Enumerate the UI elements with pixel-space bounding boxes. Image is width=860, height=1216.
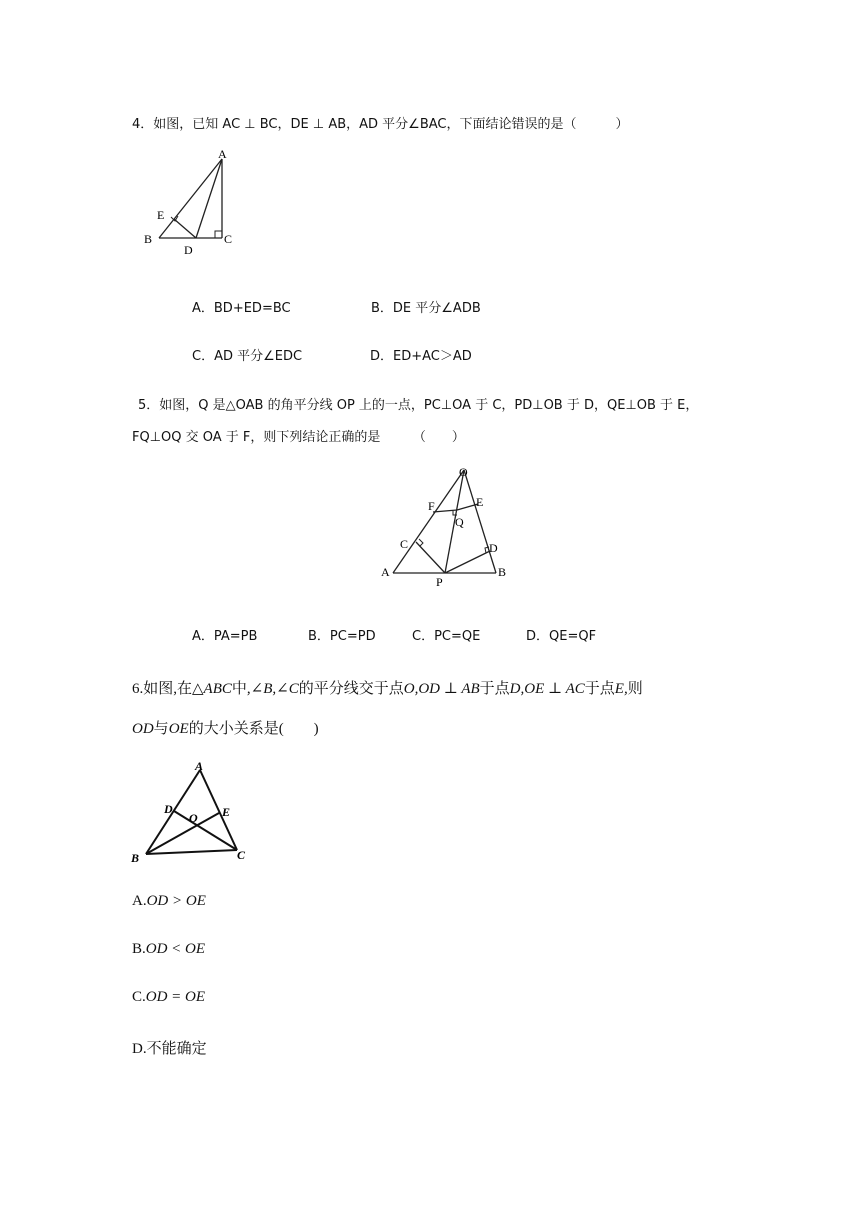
q4-option-b: B．DE 平分∠ADB — [371, 301, 481, 316]
q4-option-d: D．ED+AC＞AD — [370, 349, 472, 364]
q6-option-c — [132, 989, 205, 1006]
q4-stem: 4．如图，已知 AC ⊥ BC，DE ⊥ AB，AD 平分∠BAC，下面结论错误的是（ ） — [132, 117, 629, 132]
q6-stem-line1 — [132, 677, 643, 698]
q5-label-c: C — [400, 537, 409, 551]
q6-stem-math: △ABC — [192, 681, 232, 697]
q4-label-b: B — [144, 232, 153, 246]
q4-figure — [140, 145, 240, 260]
option-prefix: C. — [132, 989, 146, 1005]
q6-stem-text: 的平分线交于点 — [298, 681, 404, 697]
option-prefix: A. — [132, 893, 147, 909]
option-prefix: D. — [132, 1041, 147, 1057]
q6-label-d: D — [164, 802, 173, 816]
q6-figure — [128, 758, 253, 868]
q6-stem-math: O,OD ⊥ AB — [403, 681, 480, 697]
q5-option-c: C．PC=QE — [412, 629, 481, 644]
option-math: OD > OE — [146, 893, 206, 909]
q5-stem-line1: 5．如图，Q 是△OAB 的角平分线 OP 上的一点，PC⊥OA 于 C，PD⊥OB 于 D，QE⊥OB 于 E， — [138, 398, 699, 413]
q5-label-f: F — [428, 499, 435, 513]
q6-stem-text: 的大小关系是( ) — [188, 721, 319, 737]
q6-option-b — [132, 941, 205, 958]
q5-option-b: B．PC=PD — [308, 629, 376, 644]
q6-stem-text: 于点 — [584, 681, 615, 697]
q6-option-d — [132, 1037, 207, 1058]
q5-label-p: P — [436, 575, 443, 589]
q6-stem-text: 于点 — [479, 681, 510, 697]
q5-label-d: D — [489, 541, 498, 555]
q6-stem-text: 与 — [153, 721, 169, 737]
q6-stem-math: OD — [132, 721, 154, 737]
q5-label-b: B — [498, 565, 507, 579]
q4-option-c: C．AD 平分∠EDC — [192, 349, 303, 364]
q6-label-c: C — [237, 848, 246, 862]
q4-label-c: C — [224, 232, 233, 246]
option-text: 不能确定 — [146, 1041, 207, 1057]
q6-stem-math: E, — [614, 681, 628, 697]
q6-stem-math: ∠B,∠C — [250, 681, 299, 697]
q6-label-e: E — [222, 805, 231, 819]
option-math: OD < OE — [145, 941, 206, 957]
q6-label-a: A — [195, 759, 204, 773]
q6-stem-math: D,OE ⊥ AC — [509, 681, 585, 697]
q5-option-d: D．QE=QF — [526, 629, 597, 644]
q4-option-a: A．BD+ED=BC — [192, 301, 291, 316]
q5-stem-line2: FQ⊥OQ 交 OA 于 F，则下列结论正确的是 （ ） — [132, 430, 465, 445]
q6-stem-line2 — [132, 717, 319, 738]
q6-stem-text: 则 — [627, 681, 643, 697]
q5-label-q: Q — [455, 515, 464, 529]
q4-label-e: E — [157, 208, 165, 222]
q6-stem-math: OE — [168, 721, 189, 737]
option-math: OD = OE — [145, 989, 206, 1005]
q6-label-b: B — [131, 851, 140, 865]
option-prefix: B. — [132, 941, 146, 957]
q6-option-a — [132, 893, 206, 910]
q4-label-d: D — [184, 243, 193, 257]
q5-label-o: O — [459, 465, 468, 479]
q6-label-o: O — [189, 811, 198, 825]
q6-stem-text: 6.如图,在 — [132, 681, 193, 697]
q5-label-a: A — [381, 565, 390, 579]
q6-stem-text: 中, — [231, 681, 251, 697]
q5-figure — [372, 462, 522, 592]
q4-label-a: A — [218, 147, 227, 161]
q5-option-a: A．PA=PB — [192, 629, 258, 644]
q5-label-e: E — [476, 495, 484, 509]
